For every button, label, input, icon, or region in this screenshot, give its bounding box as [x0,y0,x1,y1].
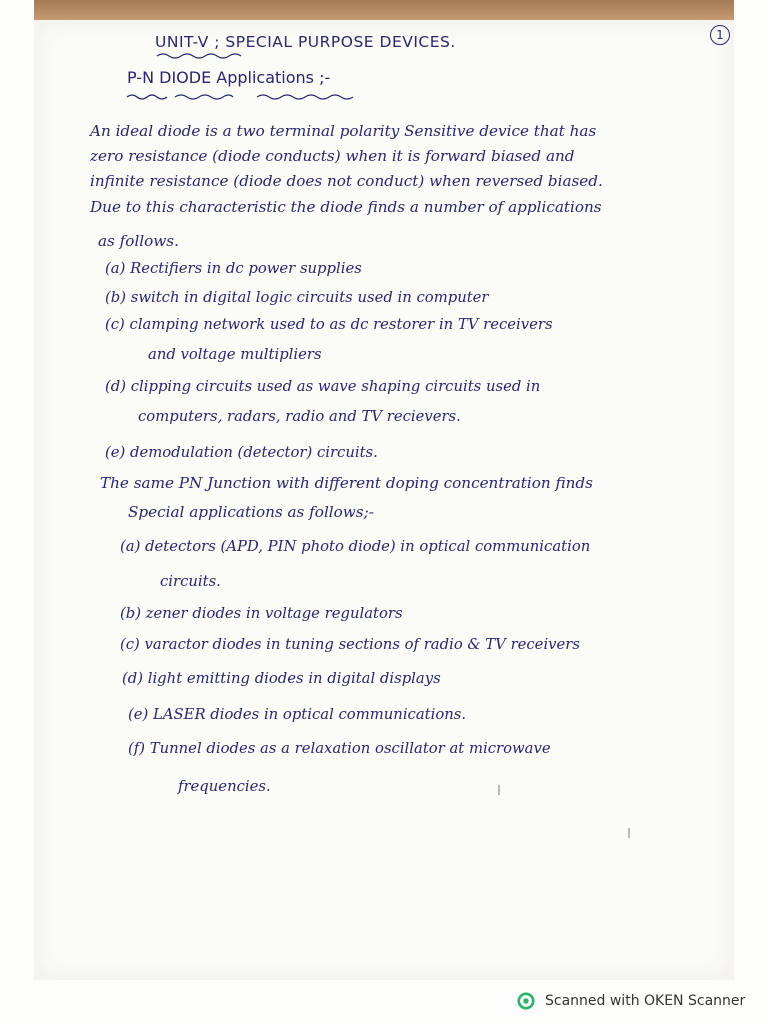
special-application-item: (c) varactor diodes in tuning sections of radio & TV receivers [120,636,580,653]
special-application-item: (a) detectors (APD, PIN photo diode) in optical communication [120,538,591,555]
intro-line: Due to this characteristic the diode finds a number of applications [90,198,602,216]
application-item: (d) clipping circuits used as wave shaping circuits used in [105,378,541,395]
special-application-item: (b) zener diodes in voltage regulators [120,605,403,622]
intro-line: as follows. [98,232,179,250]
heading-underline-squiggle [125,92,365,102]
section-heading: P-N DIODE Applications ;- [127,68,331,87]
pen-mark [628,828,630,838]
second-intro-line: The same PN Junction with different doping concentration finds [100,474,593,492]
special-application-item: (f) Tunnel diodes as a relaxation oscillator at microwave [128,740,551,757]
application-item-continued: computers, radars, radio and TV recievers. [138,408,461,425]
scanner-watermark [517,990,745,1012]
second-intro-line: Special applications as follows;- [128,503,374,521]
watermark-text: Scanned with OKEN Scanner [545,993,746,1009]
application-item: (e) demodulation (detector) circuits. [105,444,378,461]
pen-mark [498,785,500,795]
title-underline-squiggle [155,52,245,60]
application-item: (a) Rectifiers in dc power supplies [105,260,362,277]
page-number: 1 [710,25,730,45]
intro-line: An ideal diode is a two terminal polarity Sensitive device that has [90,122,597,140]
special-application-item-continued: circuits. [160,573,221,590]
special-application-item: (e) LASER diodes in optical communications. [128,706,467,723]
application-item: (c) clamping network used to as dc restorer in TV receivers [105,316,553,333]
application-item: (b) switch in digital logic circuits used in computer [105,289,489,306]
special-application-item: (d) light emitting diodes in digital displays [122,670,441,687]
page-title: UNIT-V ; SPECIAL PURPOSE DEVICES. [155,33,456,51]
application-item-continued: and voltage multipliers [148,346,322,363]
oken-scanner-logo-icon [517,992,535,1010]
intro-line: zero resistance (diode conducts) when it is forward biased and [90,147,575,165]
special-application-item-continued: frequencies. [178,778,271,795]
scan-edge-strip [34,0,734,20]
intro-line: infinite resistance (diode does not conduct) when reversed biased. [90,172,603,190]
